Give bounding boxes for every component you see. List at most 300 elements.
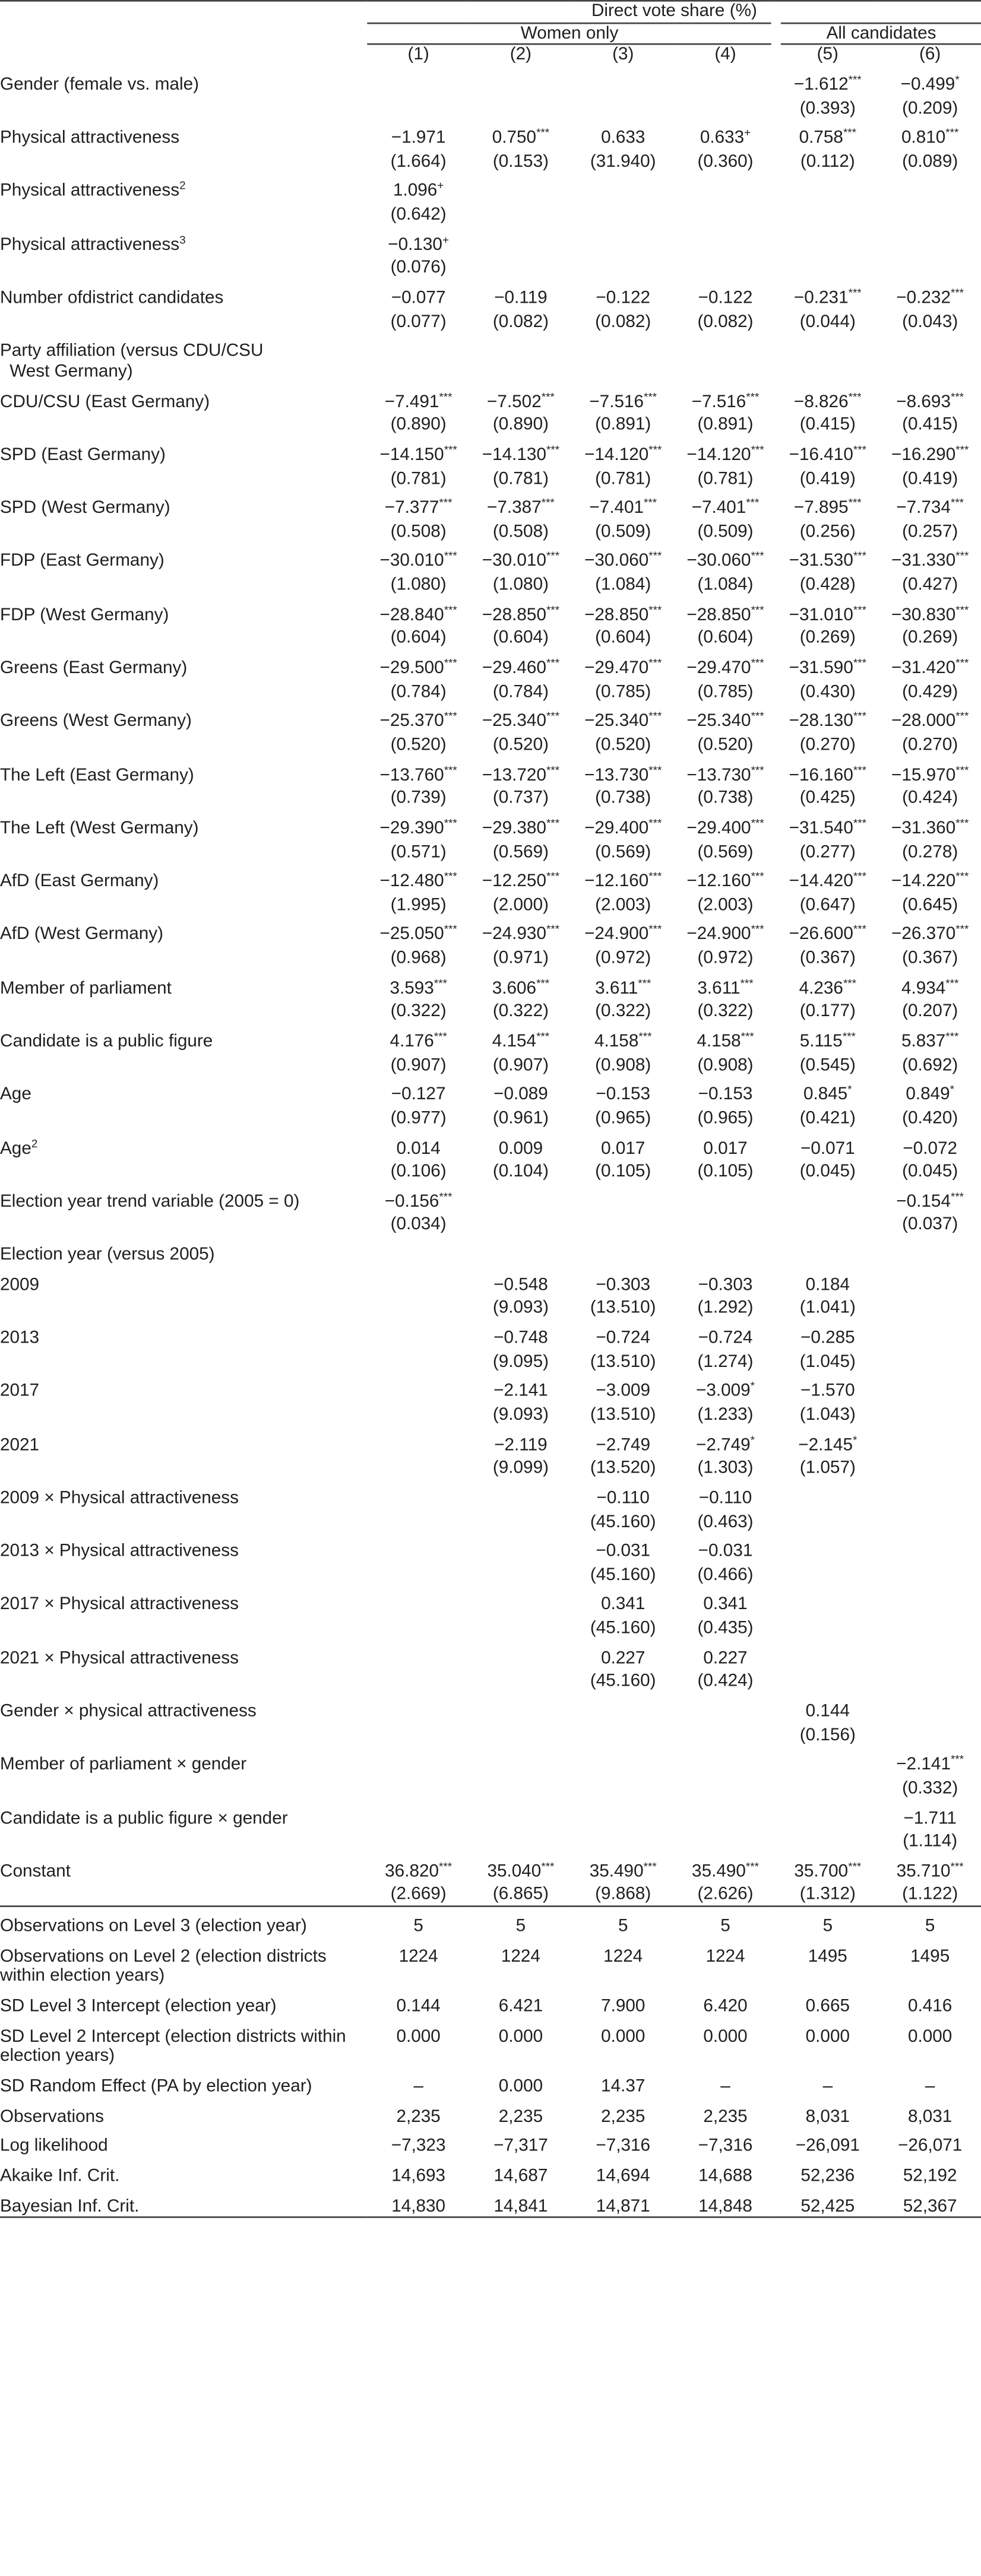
row-label: Age$^2$	[0, 1138, 38, 1158]
row-label-spacer	[0, 892, 368, 916]
coefficient-cell	[674, 172, 776, 202]
standard-error-cell: (13.520)	[590, 1458, 656, 1479]
coefficient-cell: 35.490***	[692, 1861, 760, 1882]
standard-error-cell	[470, 1509, 572, 1533]
standard-error-cell: (0.965)	[697, 1109, 754, 1128]
statistic-value: 14,871	[572, 2187, 674, 2217]
coefficient-cell: −7.401***	[589, 499, 657, 518]
coefficient-cell: −0.072	[903, 1138, 958, 1158]
standard-error-cell	[777, 202, 879, 226]
standard-error-row	[0, 786, 981, 810]
coefficient-cell: −30.830***	[891, 605, 969, 625]
coefficient-cell: −7.377***	[384, 499, 452, 518]
row-label-spacer	[0, 1212, 368, 1236]
standard-error-cell: (0.207)	[902, 1002, 958, 1021]
statistic-value: 52,192	[903, 2166, 957, 2186]
coefficient-cell: −25.340***	[686, 712, 764, 732]
standard-error-cell: (1.114)	[903, 1832, 958, 1852]
coefficient-cell: −0.110	[596, 1488, 650, 1508]
statistic-value: 52,236	[800, 2166, 855, 2186]
standard-error-cell: (1.041)	[799, 1299, 856, 1318]
coefficient-cell: 0.810***	[901, 128, 959, 148]
model-statistic-row	[0, 2017, 981, 2067]
row-label: 2021	[0, 1435, 40, 1455]
row-label: Physical attractiveness	[0, 128, 180, 148]
coefficient-cell: −24.900***	[686, 925, 764, 945]
standard-error-cell: (0.045)	[799, 1162, 856, 1182]
standard-error-cell: (2.003)	[697, 895, 754, 915]
standard-error-cell	[879, 1669, 981, 1693]
statistic-value: 52,425	[777, 2187, 879, 2217]
coefficient-cell: −29.500***	[379, 658, 457, 678]
section-heading-row	[0, 332, 981, 382]
coefficient-cell	[470, 1533, 572, 1562]
row-label: Gender × physical attractiveness	[0, 1702, 257, 1721]
row-label: Member of parliament	[0, 978, 172, 998]
standard-error-cell: (0.520)	[492, 735, 549, 755]
coefficient-cell	[470, 1799, 572, 1829]
row-label-spacer	[0, 1616, 368, 1639]
coefficient-cell: −0.231***	[793, 288, 862, 308]
standard-error-cell	[368, 96, 470, 119]
statistic-value: 52,367	[879, 2187, 981, 2217]
standard-error-cell: (0.427)	[902, 575, 958, 595]
standard-error-cell: (0.642)	[390, 205, 447, 225]
standard-error-row	[0, 1829, 981, 1852]
coefficient-cell: −25.050***	[379, 925, 457, 945]
standard-error-cell: (0.971)	[492, 948, 549, 968]
standard-error-cell	[777, 1616, 879, 1639]
model-header: (6)	[919, 45, 941, 65]
statistic-value: 1224	[705, 1946, 745, 1966]
coefficient-cell: −0.303	[698, 1275, 753, 1295]
coefficient-row	[0, 1426, 981, 1455]
coefficient-row	[0, 702, 981, 732]
table-header	[0, 1, 981, 65]
standard-error-cell: (9.093)	[492, 1299, 549, 1318]
standard-error-cell: (0.104)	[492, 1162, 549, 1182]
statistic-label: SD Level 2 Intercept (election districts within election years)	[0, 2026, 346, 2067]
coefficient-cell	[674, 1799, 776, 1829]
row-label: Gender (female vs. male)	[0, 75, 200, 95]
coefficient-row	[0, 172, 981, 202]
coefficient-cell: −8.693***	[896, 392, 964, 411]
coefficient-cell: 0.849*	[906, 1085, 955, 1105]
coefficient-cell: 4.176***	[390, 1032, 447, 1052]
coefficient-cell	[470, 1182, 572, 1212]
statistic-value: 0.000	[805, 2026, 850, 2047]
standard-error-cell: (0.891)	[595, 415, 651, 435]
standard-error-cell	[674, 1775, 776, 1799]
coefficient-cell	[879, 172, 981, 202]
coefficient-cell	[674, 1746, 776, 1775]
coefficient-cell	[368, 1639, 470, 1668]
coefficient-cell	[470, 226, 572, 255]
coefficient-cell	[368, 1426, 470, 1455]
standard-error-cell: (0.269)	[799, 629, 856, 648]
coefficient-cell	[879, 1265, 981, 1295]
coefficient-cell: −0.232***	[896, 288, 964, 308]
model-statistic-row	[0, 1906, 981, 1937]
standard-error-cell: (0.435)	[697, 1619, 754, 1638]
standard-error-cell: (0.781)	[595, 468, 651, 488]
coefficient-cell: −26.600***	[789, 925, 866, 945]
standard-error-cell	[572, 96, 674, 119]
standard-error-cell: (0.082)	[595, 312, 651, 332]
standard-error-cell: (0.569)	[697, 842, 754, 862]
statistic-value: −7,316	[596, 2136, 651, 2156]
standard-error-cell: (1.045)	[799, 1352, 856, 1372]
coefficient-cell: 0.017	[703, 1138, 748, 1158]
model-statistic-row	[0, 1937, 981, 1987]
standard-error-cell: (0.784)	[492, 682, 549, 702]
coefficient-row	[0, 65, 981, 95]
row-label-spacer	[0, 1829, 368, 1852]
standard-error-cell: (2.000)	[492, 895, 549, 915]
coefficient-cell: −14.120***	[584, 445, 662, 465]
standard-error-cell: (0.781)	[697, 468, 754, 488]
coefficient-cell: −0.154***	[896, 1192, 964, 1211]
coefficient-cell: −14.130***	[482, 445, 560, 465]
coefficient-cell: 0.633+	[700, 128, 751, 148]
statistic-value: 1224	[501, 1946, 540, 1966]
coefficient-cell: −14.120***	[686, 445, 764, 465]
coefficient-cell: −29.460***	[482, 658, 560, 678]
standard-error-row	[0, 1669, 981, 1693]
coefficient-cell: −12.160***	[584, 872, 662, 892]
coefficient-cell: −30.010***	[482, 552, 560, 572]
coefficient-cell	[572, 226, 674, 255]
coefficient-cell: −7.491***	[384, 392, 452, 411]
standard-error-cell: (13.510)	[590, 1299, 656, 1318]
row-label-spacer	[0, 1882, 368, 1906]
standard-error-row	[0, 1212, 981, 1236]
standard-error-cell: (0.965)	[595, 1109, 651, 1128]
coefficient-cell	[368, 1692, 470, 1722]
coefficient-cell	[368, 1372, 470, 1402]
standard-error-cell	[674, 255, 776, 279]
row-label-spacer	[0, 999, 368, 1023]
coefficient-cell	[879, 1372, 981, 1402]
coefficient-cell	[470, 1692, 572, 1722]
standard-error-row	[0, 255, 981, 279]
statistic-value: 5	[515, 1917, 526, 1936]
coefficient-cell: −28.850***	[584, 605, 662, 625]
model-header: (3)	[612, 45, 634, 65]
standard-error-cell: (0.908)	[595, 1055, 651, 1075]
coefficient-cell: −31.010***	[789, 605, 866, 625]
coefficient-cell: −28.130***	[789, 712, 866, 732]
standard-error-cell	[470, 96, 572, 119]
standard-error-cell: (0.077)	[390, 312, 447, 332]
statistic-value: 0.144	[396, 1997, 441, 2016]
coefficient-cell: 0.633	[601, 128, 645, 148]
coefficient-row	[0, 1319, 981, 1349]
statistic-value: 0.000	[703, 2026, 748, 2047]
statistic-label: Akaike Inf. Crit.	[0, 2166, 120, 2186]
coefficient-cell: −0.077	[391, 288, 446, 308]
coefficient-cell: −25.370***	[379, 712, 457, 732]
standard-error-cell: (0.785)	[697, 682, 754, 702]
row-label-spacer	[0, 519, 368, 543]
coefficient-cell: −3.009	[596, 1382, 651, 1401]
standard-error-cell: (1.080)	[492, 575, 549, 595]
standard-error-cell: (1.664)	[390, 152, 447, 172]
standard-error-cell: (0.076)	[390, 258, 447, 278]
coefficient-row	[0, 969, 981, 999]
standard-error-cell: (0.509)	[595, 522, 651, 542]
statistic-value: 14,688	[698, 2166, 752, 2186]
standard-error-cell	[572, 1212, 674, 1236]
coefficient-cell: −0.153	[698, 1085, 753, 1105]
coefficient-cell: 0.845*	[803, 1085, 852, 1105]
coefficient-cell: −30.010***	[379, 552, 457, 572]
coefficient-cell: −7.516***	[589, 392, 657, 411]
coefficient-cell: −31.540***	[789, 819, 866, 838]
statistic-label: Bayesian Inf. Crit.	[0, 2187, 368, 2217]
coefficient-cell	[572, 1799, 674, 1829]
coefficient-cell: −0.031	[698, 1541, 753, 1562]
standard-error-cell: (0.907)	[492, 1055, 549, 1075]
coefficient-row	[0, 756, 981, 785]
row-label-spacer	[0, 1159, 368, 1183]
statistic-value: 0.000	[396, 2026, 441, 2047]
coefficient-cell: −1.971	[391, 128, 446, 148]
coefficient-cell	[777, 172, 879, 202]
model-statistic-row	[0, 2067, 981, 2097]
coefficient-cell: −0.089	[493, 1085, 548, 1105]
statistic-value: 0.416	[908, 1997, 952, 2016]
coefficient-cell	[572, 1692, 674, 1722]
coefficient-cell: −13.730***	[584, 765, 662, 785]
standard-error-cell: (0.428)	[799, 575, 856, 595]
row-label: 2017 × Physical attractiveness	[0, 1595, 239, 1615]
coefficient-cell: −13.720***	[482, 765, 560, 785]
standard-error-row	[0, 1159, 981, 1183]
standard-error-cell: (0.367)	[799, 948, 856, 968]
statistic-value: 14,693	[391, 2166, 446, 2186]
standard-error-cell: (0.520)	[697, 735, 754, 755]
coefficient-cell: 0.341	[601, 1595, 645, 1615]
coefficient-cell	[777, 1533, 879, 1562]
coefficient-cell: −31.420***	[891, 658, 969, 678]
standard-error-row	[0, 1106, 981, 1130]
coefficient-row	[0, 1692, 981, 1722]
row-label: CDU/CSU (East Germany)	[0, 392, 210, 411]
standard-error-cell	[368, 1562, 470, 1586]
coefficient-cell	[777, 226, 879, 255]
coefficient-cell: 3.593***	[390, 978, 447, 998]
coefficient-cell: −0.130+	[388, 235, 449, 255]
coefficient-row	[0, 1639, 981, 1668]
standard-error-cell: (0.645)	[902, 895, 958, 915]
standard-error-cell: (0.257)	[902, 522, 958, 542]
standard-error-cell: (2.669)	[368, 1882, 470, 1906]
row-label-spacer	[0, 1402, 368, 1426]
model-statistic-row	[0, 2097, 981, 2127]
section-heading-label: Election year (versus 2005)	[0, 1245, 215, 1265]
statistic-value: 5	[822, 1917, 833, 1936]
standard-error-cell	[368, 1402, 470, 1426]
statistic-value: −7,317	[493, 2136, 548, 2156]
standard-error-cell	[470, 1775, 572, 1799]
coefficient-cell: −31.330***	[891, 552, 969, 572]
standard-error-cell: (0.420)	[902, 1109, 958, 1128]
coefficient-cell: −1.570	[800, 1382, 855, 1401]
section-heading-label: Party affiliation (versus CDU/CSU West Germany)	[0, 341, 264, 382]
coefficient-cell	[572, 65, 674, 95]
statistic-value: 0.000	[498, 2026, 543, 2047]
coefficient-row	[0, 1182, 981, 1212]
standard-error-cell	[470, 255, 572, 279]
standard-error-cell: (45.160)	[590, 1565, 656, 1585]
coefficient-cell: 0.017	[601, 1138, 645, 1158]
standard-error-cell	[777, 1669, 879, 1693]
all-candidates-group-header: All candidates	[777, 23, 981, 45]
standard-error-cell: (13.510)	[590, 1405, 656, 1425]
coefficient-cell: −30.060***	[686, 552, 764, 572]
row-label: SPD (East Germany)	[0, 445, 166, 465]
coefficient-cell: −14.420***	[789, 872, 866, 892]
coefficient-cell: −2.141	[493, 1382, 548, 1401]
row-label-spacer	[0, 1455, 368, 1479]
coefficient-cell: 0.014	[396, 1138, 441, 1158]
coefficient-cell: 35.700***	[794, 1861, 862, 1882]
standard-error-cell: (0.360)	[697, 152, 754, 172]
coefficient-row	[0, 1852, 981, 1882]
coefficient-cell: −0.110	[698, 1488, 752, 1508]
standard-error-row	[0, 1509, 981, 1533]
coefficient-cell: −7.401***	[691, 499, 760, 518]
standard-error-cell	[674, 1212, 776, 1236]
statistic-value: 8,031	[908, 2107, 952, 2126]
statistic-value: 0.000	[601, 2026, 645, 2047]
standard-error-cell: (0.278)	[902, 842, 958, 862]
row-label-spacer	[0, 1669, 368, 1693]
coefficient-cell	[777, 1585, 879, 1615]
row-label: Candidate is a public figure × gender	[0, 1809, 288, 1828]
statistic-value: 2,235	[601, 2107, 645, 2126]
standard-error-cell: (0.890)	[390, 415, 447, 435]
standard-error-cell: (0.421)	[799, 1109, 856, 1128]
statistic-label: Observations on Level 3 (election year)	[0, 1917, 307, 1936]
standard-error-cell: (0.891)	[697, 415, 754, 435]
row-label-spacer	[0, 1106, 368, 1130]
standard-error-cell: (0.322)	[595, 1002, 651, 1021]
coefficient-row	[0, 1746, 981, 1775]
row-label: 2013	[0, 1328, 40, 1348]
coefficient-cell: 0.750***	[492, 128, 550, 148]
model-header: (4)	[714, 45, 736, 65]
coefficient-cell: −0.122	[698, 288, 753, 308]
coefficient-cell	[777, 1182, 879, 1212]
coefficient-cell: −7.734***	[896, 499, 964, 518]
standard-error-row	[0, 1349, 981, 1373]
standard-error-cell: (0.419)	[799, 468, 856, 488]
row-label: FDP (West Germany)	[0, 605, 169, 625]
statistic-value: 5	[618, 1917, 628, 1936]
standard-error-cell: (0.044)	[799, 312, 856, 332]
coefficient-cell: −2.141***	[896, 1755, 964, 1775]
coefficient-cell	[879, 1533, 981, 1562]
standard-error-cell: (0.972)	[595, 948, 651, 968]
standard-error-cell: (0.509)	[697, 522, 754, 542]
standard-error-cell	[777, 1562, 879, 1586]
coefficient-cell: 4.236***	[799, 978, 857, 998]
statistic-value: 0.000	[908, 2026, 952, 2047]
row-label-spacer	[0, 572, 368, 596]
coefficient-cell: −0.156***	[384, 1192, 452, 1211]
coefficient-cell: −1.612***	[793, 75, 862, 95]
standard-error-cell	[572, 255, 674, 279]
row-label-spacer	[0, 1562, 368, 1586]
standard-error-cell	[368, 1669, 470, 1693]
standard-error-cell: (9.095)	[492, 1352, 549, 1372]
standard-error-cell: (1.057)	[799, 1458, 856, 1479]
row-label: Greens (West Germany)	[0, 712, 192, 732]
coefficient-cell	[470, 1639, 572, 1668]
standard-error-cell: (1.080)	[390, 575, 447, 595]
standard-error-cell: (0.332)	[902, 1778, 958, 1798]
standard-error-cell: (0.153)	[492, 152, 549, 172]
statistic-value: 2,235	[703, 2107, 748, 2126]
standard-error-cell: (0.082)	[492, 312, 549, 332]
standard-error-cell: (0.082)	[697, 312, 754, 332]
coefficient-cell: −13.760***	[379, 765, 457, 785]
standard-error-cell	[777, 255, 879, 279]
standard-error-cell: (0.430)	[799, 682, 856, 702]
standard-error-cell: (0.322)	[492, 1002, 549, 1021]
standard-error-row	[0, 309, 981, 332]
model-statistics-rows	[0, 1906, 981, 2217]
standard-error-cell: (0.647)	[799, 895, 856, 915]
standard-error-cell: (0.393)	[799, 99, 856, 118]
coefficient-cell: −16.410***	[789, 445, 866, 465]
standard-error-cell: (0.269)	[902, 629, 958, 648]
standard-error-cell: (0.045)	[902, 1162, 958, 1182]
standard-error-row	[0, 149, 981, 173]
coefficient-cell: 3.606***	[492, 978, 550, 998]
row-label: 2009	[0, 1275, 40, 1295]
coefficient-cell: 4.154***	[492, 1032, 550, 1052]
statistic-label: Observations	[0, 2107, 104, 2126]
coefficient-cell: −0.499*	[900, 75, 960, 95]
row-label-spacer	[0, 413, 368, 436]
coefficient-cell: −13.730***	[686, 765, 764, 785]
coefficient-row	[0, 649, 981, 679]
standard-error-cell	[777, 1775, 879, 1799]
coefficient-cell: −14.150***	[379, 445, 457, 465]
statistic-value: 6.420	[703, 1997, 748, 2016]
standard-error-row	[0, 1455, 981, 1479]
coefficient-cell: −0.153	[596, 1085, 651, 1105]
row-label-spacer	[0, 626, 368, 649]
standard-error-cell: (0.209)	[902, 99, 958, 118]
coefficient-cell: −0.303	[596, 1275, 651, 1295]
coefficient-cell: −0.285	[800, 1328, 855, 1348]
row-label: Member of parliament × gender	[0, 1755, 247, 1775]
standard-error-cell	[470, 1669, 572, 1693]
statistic-label: Log likelihood	[0, 2136, 108, 2156]
coefficient-cell: −15.970***	[891, 765, 969, 785]
standard-error-cell: (0.112)	[800, 152, 855, 172]
standard-error-row	[0, 1296, 981, 1319]
standard-error-cell: (0.424)	[697, 1672, 754, 1692]
standard-error-cell	[470, 1562, 572, 1586]
standard-error-cell: (0.604)	[697, 629, 754, 648]
statistic-value: –	[925, 2077, 935, 2096]
statistic-value: 6.421	[498, 1997, 543, 2016]
